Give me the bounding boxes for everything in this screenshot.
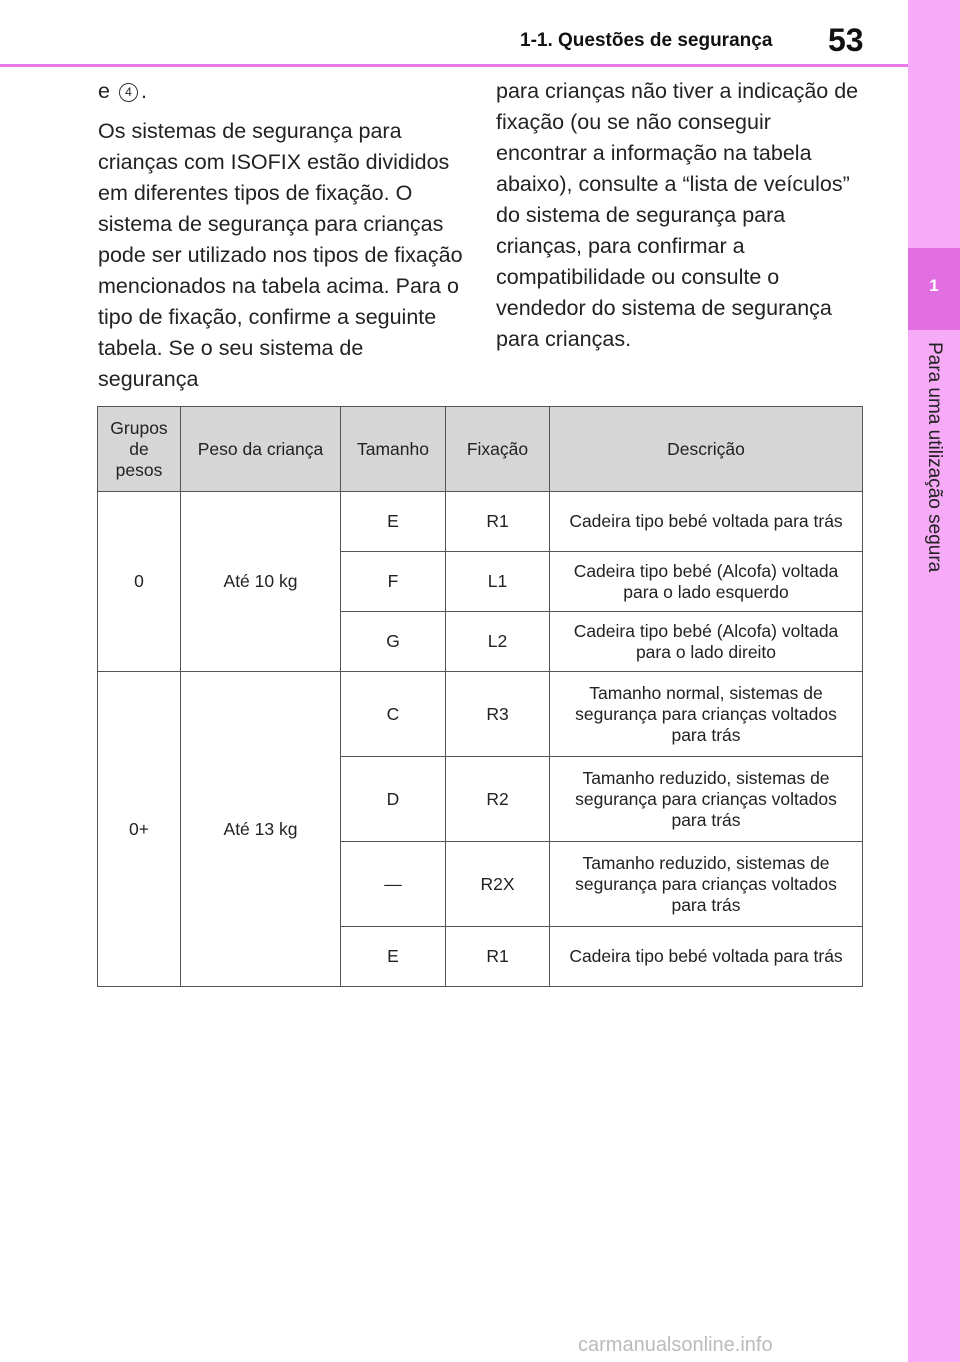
fixation-cell: L1 [446, 552, 550, 612]
col-header-child-weight: Peso da criança [181, 407, 341, 492]
description-cell: Cadeira tipo bebé (Alcofa) voltada para o lado direito [550, 612, 863, 672]
continuation-prefix: e [98, 79, 110, 103]
description-cell: Cadeira tipo bebé voltada para trás [550, 492, 863, 552]
fixation-cell: R2X [446, 842, 550, 927]
body-paragraph: para crianças não tiver a indicação de fixação (ou se não conseguir encontrar a informação na tabela abaixo), consulte a “lista de veículos” do sistema de segurança para crianças, para confirmar a compatibilidade ou consulte o vendedor do sistema de segurança para crianças. [496, 79, 859, 351]
chapter-tab-label: Para uma utilização segura [924, 342, 945, 573]
description-cell: Cadeira tipo bebé (Alcofa) voltada para o lado esquerdo [550, 552, 863, 612]
size-cell: E [341, 927, 446, 987]
col-header-weight-group: Grupos de pesos [98, 407, 181, 492]
fixation-cell: R3 [446, 672, 550, 757]
table-row [98, 492, 863, 552]
size-cell: C [341, 672, 446, 757]
fixation-cell: R1 [446, 927, 550, 987]
col-header-fixation: Fixação [446, 407, 550, 492]
size-cell: — [341, 842, 446, 927]
col-header-size: Tamanho [341, 407, 446, 492]
continuation-suffix: . [140, 79, 147, 103]
body-paragraph: Os sistemas de segurança para crianças com ISOFIX estão divididos em diferentes tipos de fixação. O sistema de segurança para crianças pode ser utilizado nos tipos de fixação mencionados na tabela acima. Para o tipo de fixação, confirme a seguinte tabela. Se o seu sistema de segurança [98, 119, 463, 391]
size-cell: D [341, 757, 446, 842]
child-weight-cell: Até 10 kg [181, 492, 341, 672]
watermark: carmanualsonline.info [578, 1334, 773, 1356]
size-cell: G [341, 612, 446, 672]
fixation-cell: L2 [446, 612, 550, 672]
table-header-row [98, 407, 863, 492]
right-text-column [496, 76, 866, 355]
weight-group-cell: 0+ [98, 672, 181, 987]
table-row [98, 672, 863, 757]
isofix-fixation-table [97, 406, 863, 987]
page-number: 53 [828, 22, 864, 58]
circled-number-icon: 4 [119, 83, 138, 102]
side-tab-strip [908, 0, 960, 1362]
description-cell: Tamanho normal, sistemas de segurança para crianças voltados para trás [550, 672, 863, 757]
section-title: 1-1. Questões de segurança [520, 30, 773, 51]
size-cell: E [341, 492, 446, 552]
left-text-column [98, 76, 468, 395]
col-header-description: Descrição [550, 407, 863, 492]
description-cell: Cadeira tipo bebé voltada para trás [550, 927, 863, 987]
fixation-cell: R2 [446, 757, 550, 842]
child-weight-cell: Até 13 kg [181, 672, 341, 987]
description-cell: Tamanho reduzido, sistemas de segurança para crianças voltados para trás [550, 842, 863, 927]
fixation-cell: R1 [446, 492, 550, 552]
chapter-tab-number: 1 [929, 276, 939, 295]
continuation-line [98, 76, 468, 107]
description-cell: Tamanho reduzido, sistemas de segurança para crianças voltados para trás [550, 757, 863, 842]
size-cell: F [341, 552, 446, 612]
weight-group-cell: 0 [98, 492, 181, 672]
header-rule [0, 64, 910, 67]
